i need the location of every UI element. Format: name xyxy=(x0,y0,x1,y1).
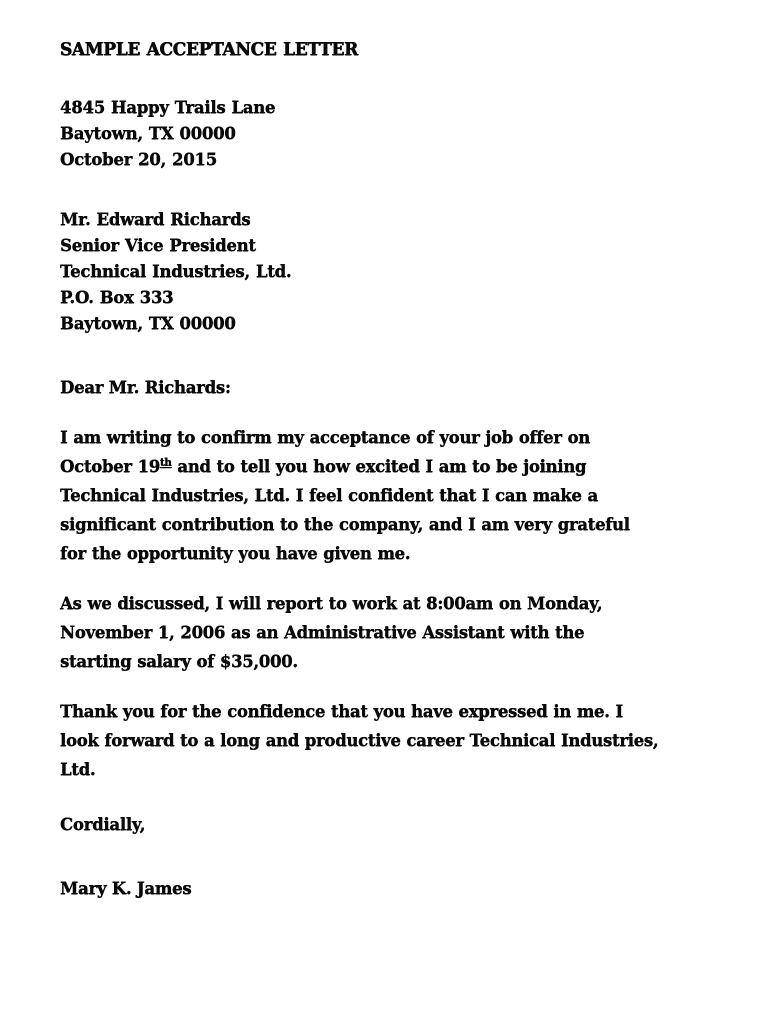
letter-body xyxy=(60,40,710,902)
salutation: Dear Mr. Richards: xyxy=(60,378,231,397)
page-title: SAMPLE ACCEPTANCE LETTER xyxy=(60,40,358,60)
recipient-address-block xyxy=(60,207,710,337)
ordinal-suffix: th xyxy=(159,456,172,469)
letter-date: October 20, 2015 xyxy=(60,150,217,169)
body-paragraph-2: As we discussed, I will report to work at 8:00am on Monday, November 1, 2006 as an Administrative Assistant with the starting salary of $35,000. xyxy=(60,594,603,671)
body-paragraph-3: Thank you for the confidence that you have expressed in me. I look forward to a long and productive career Technical Industries, Ltd. xyxy=(60,702,659,779)
sender-city-state-zip: Baytown, TX 00000 xyxy=(60,124,236,143)
recipient-title: Senior Vice President xyxy=(60,236,256,255)
signature-name: Mary K. James xyxy=(60,879,192,898)
recipient-po-box: P.O. Box 333 xyxy=(60,288,174,307)
body-paragraph-1-text-start: I am writing to confirm my acceptance of your job offer on October 19 xyxy=(60,428,590,476)
sender-address-block xyxy=(60,95,710,173)
closing-phrase: Cordially, xyxy=(60,815,146,834)
recipient-company: Technical Industries, Ltd. xyxy=(60,262,292,281)
recipient-city-state-zip: Baytown, TX 00000 xyxy=(60,314,236,333)
body-paragraph-1 xyxy=(60,423,660,568)
recipient-name: Mr. Edward Richards xyxy=(60,210,251,229)
sender-street: 4845 Happy Trails Lane xyxy=(60,98,276,117)
body-paragraph-1-text-end: and to tell you how excited I am to be joining Technical Industries, Ltd. I feel confident that I can make a significant contribution to the company, and I am very grateful for the opportunity you have given me. xyxy=(60,457,630,563)
